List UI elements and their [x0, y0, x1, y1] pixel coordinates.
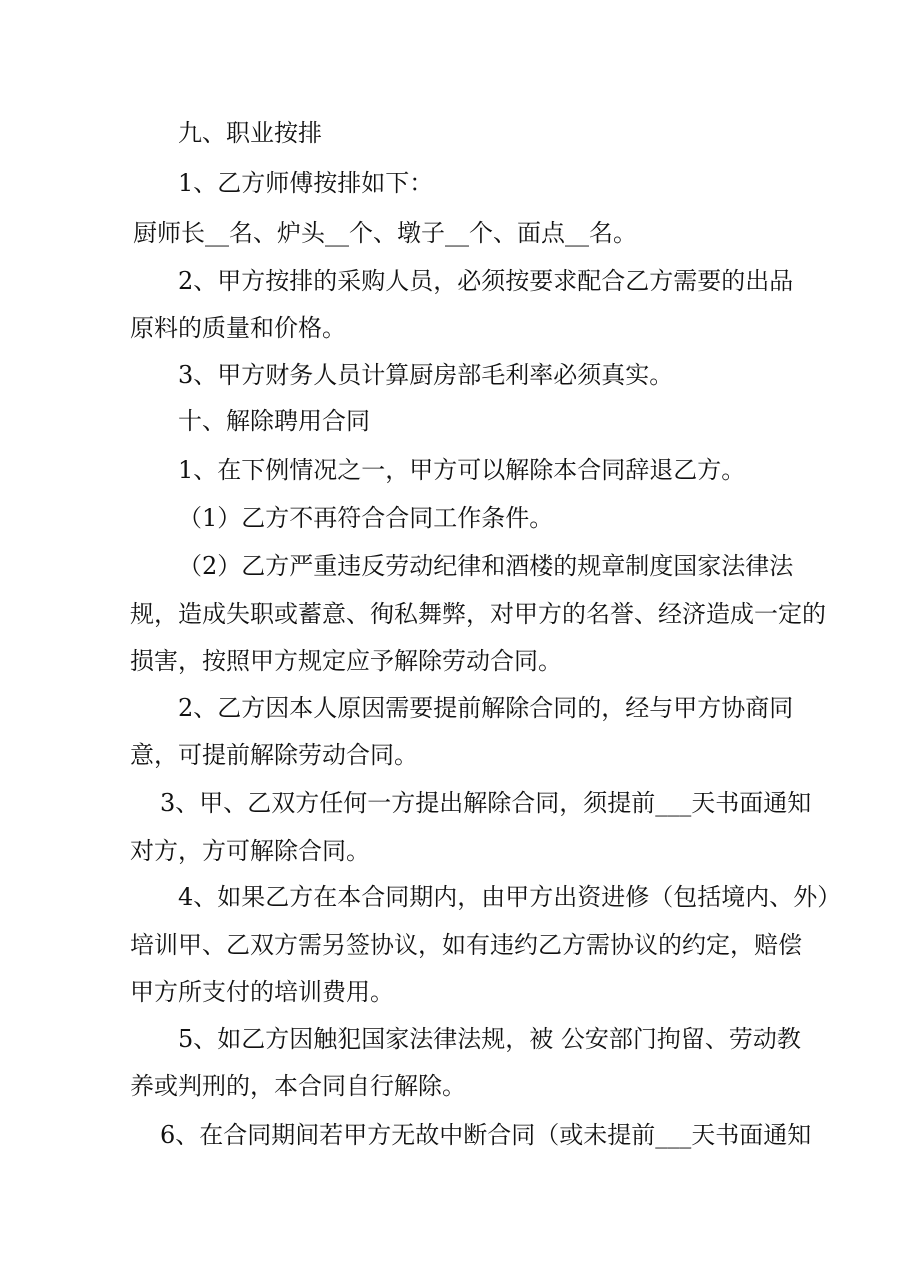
paragraph-line: 3、甲、乙双方任何一方提出解除合同，须提前___天书面通知 [160, 789, 812, 817]
paragraph-line: （1）乙方不再符合合同工作条件。 [178, 504, 554, 532]
paragraph-line: 养或判刑的，本合同自行解除。 [130, 1072, 466, 1100]
paragraph-line: 6、在合同期间若甲方无故中断合同（或未提前___天书面通知 [160, 1121, 812, 1149]
paragraph-line: 原料的质量和价格。 [130, 314, 346, 342]
paragraph-line: 培训甲、乙双方需另签协议，如有违约乙方需协议的约定，赔偿 [130, 931, 802, 959]
paragraph-line: 1、在下例情况之一，甲方可以解除本合同辞退乙方。 [178, 456, 746, 484]
paragraph-line: （2）乙方严重违反劳动纪律和酒楼的规章制度国家法律法 [178, 552, 794, 580]
paragraph-line: 2、乙方因本人原因需要提前解除合同的，经与甲方协商同 [178, 694, 794, 722]
paragraph-line: 2、甲方按排的采购人员，必须按要求配合乙方需要的出品 [178, 267, 794, 295]
paragraph-line: 对方，方可解除合同。 [130, 837, 370, 865]
paragraph-line: 规，造成失职或蓄意、徇私舞弊，对甲方的名誉、经济造成一定的 [130, 600, 826, 628]
paragraph-line: 4、如果乙方在本合同期内，由甲方出资进修（包括境内、外） [178, 883, 842, 911]
paragraph-line: 意，可提前解除劳动合同。 [130, 741, 418, 769]
paragraph-line: 厨师长__名、炉头__个、墩子__个、面点__名。 [133, 219, 637, 247]
section-heading-nine: 九、职业按排 [178, 119, 322, 147]
paragraph-line: 3、甲方财务人员计算厨房部毛利率必须真实。 [178, 361, 674, 389]
paragraph-line: 甲方所支付的培训费用。 [130, 978, 394, 1006]
paragraph-line: 1、乙方师傅按排如下： [178, 169, 434, 197]
section-heading-ten: 十、解除聘用合同 [178, 407, 370, 435]
paragraph-line: 损害，按照甲方规定应予解除劳动合同。 [130, 647, 562, 675]
paragraph-line: 5、如乙方因触犯国家法律法规，被 公安部门拘留、劳动教 [178, 1025, 801, 1053]
